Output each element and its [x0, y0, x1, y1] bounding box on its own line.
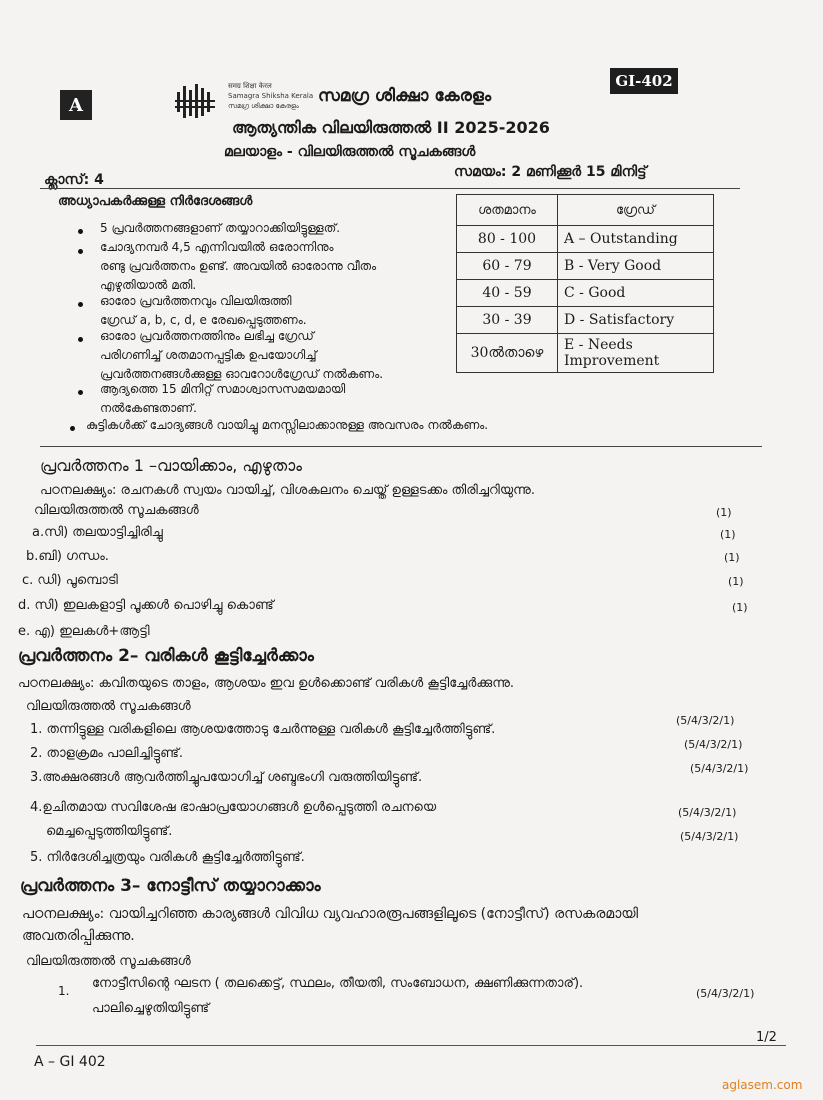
grade-table-header: [457, 195, 714, 226]
mark: (1): [716, 506, 732, 519]
mark: (5/4/3/2/1): [678, 806, 737, 819]
mark: (5/4/3/2/1): [684, 738, 743, 751]
percent-cell: 30ൽതാഴെ: [457, 334, 558, 373]
activity2-objective: പഠനലക്ഷ്യം: കവിതയുടെ താളം, ആശയം ഇവ ഉൾക്കൊണ്ട് വരികൾ കൂട്ടിച്ചേർക്കുന്നു.: [18, 676, 515, 691]
grade-table: [456, 194, 714, 373]
subject-title: മലയാളം - വിലയിരുത്തൽ സൂചകങ്ങൾ: [224, 144, 476, 160]
time-allowed: സമയം: 2 മണിക്കൂർ 15 മിനിട്ട്: [454, 164, 647, 180]
activity1-item-e: e. എ) ഇലകൾ+ആട്ടി: [18, 624, 150, 639]
activity1-indicators-label: വിലയിരുത്തൽ സൂചകങ്ങൾ: [34, 503, 199, 518]
mark: (1): [724, 551, 740, 564]
mark: (1): [728, 575, 744, 588]
activity1-title: പ്രവർത്തനം 1 –വായിക്കാം, എഴുതാം: [40, 456, 302, 475]
activity2-title: പ്രവർത്തനം 2– വരികൾ കൂട്ടിച്ചേർക്കാം: [18, 646, 314, 666]
mark: (5/4/3/2/1): [690, 762, 749, 775]
percent-cell: 80 - 100: [457, 226, 558, 253]
org-name-hindi: समग्र शिक्षा केरल: [228, 82, 272, 90]
instruction-5-line2: നൽകേണ്ടതാണ്.: [100, 401, 197, 415]
activity3-title: പ്രവർത്തനം 3– നോട്ടീസ് തയ്യാറാക്കാം: [20, 876, 321, 896]
instruction-3-line1: ഓരോ പ്രവർത്തനവും വിലയിരുത്തി: [100, 294, 292, 308]
bullet: [78, 229, 83, 234]
activity3-objective-line2: അവതരിപ്പിക്കുന്നു.: [22, 928, 135, 944]
paper-code-badge: GI-402: [610, 68, 678, 94]
grade-cell: C - Good: [558, 280, 714, 307]
activity2-item-1: 1. തന്നിട്ടുള്ള വരികളിലെ ആശയത്തോടു ചേർന്നുള്ള വരികൾ കൂട്ടിച്ചേർത്തിട്ടുണ്ട്.: [30, 722, 496, 737]
grade-cell: D - Satisfactory: [558, 307, 714, 334]
org-title: സമഗ്ര ശിക്ഷാ കേരളം: [318, 86, 492, 106]
footer-divider: [36, 1045, 786, 1046]
grade-cell: A – Outstanding: [558, 226, 714, 253]
org-name-malayalam-small: സമഗ്ര ശിക്ഷാ കേരളം: [228, 102, 299, 110]
samagra-shiksha-logo-icon: [175, 82, 219, 122]
activity3-item-number: 1.: [58, 984, 70, 998]
instructions-heading: അധ്യാപകർക്കുള്ള നിർദേശങ്ങൾ: [58, 194, 253, 209]
page-number: 1/2: [756, 1030, 777, 1045]
divider: [40, 188, 740, 189]
percent-cell: 30 - 39: [457, 307, 558, 334]
activity3-item1-line1: നോട്ടീസിന്റെ ഘടന ( തലക്കെട്ട്, സ്ഥലം, തീയതി, സംബോധന, ക്ഷണിക്കുന്നതാര്).: [92, 976, 584, 991]
activity1-item-b: b.ബി) ഗന്ധം.: [26, 549, 109, 564]
instruction-4-line1: ഓരോ പ്രവർത്തനത്തിനും ലഭിച്ച ഗ്രേഡ്: [100, 329, 314, 343]
instruction-4-line3: പ്രവർത്തനങ്ങൾക്കുള്ള ഓവറോൾഗ്രേഡ് നൽകണം.: [100, 367, 384, 381]
percent-cell: 60 - 79: [457, 253, 558, 280]
table-row: [457, 307, 714, 334]
instruction-2-line2: രണ്ടു പ്രവർത്തനം ഉണ്ട്. അവയിൽ ഓരോന്നു വീതം: [100, 259, 377, 273]
grade-cell: B - Very Good: [558, 253, 714, 280]
table-row: [457, 334, 714, 373]
mark: (5/4/3/2/1): [676, 714, 735, 727]
watermark: aglasem.com: [722, 1078, 803, 1092]
activity1-objective: പഠനലക്ഷ്യം: രചനകൾ സ്വയം വായിച്ച്, വിശകലനം ചെയ്ത് ഉള്ളടക്കം തിരിച്ചറിയുന്നു.: [40, 483, 535, 498]
activity2-item-4: 4.ഉചിതമായ സവിശേഷ ഭാഷാപ്രയോഗങ്ങൾ ഉൾപ്പെടുത്തി രചനയെ: [30, 800, 437, 815]
instruction-2-line1: ചോദ്യനമ്പർ 4,5 എന്നിവയിൽ ഒരോന്നിനും: [100, 240, 334, 254]
activity3-item1-line2: പാലിച്ചെഴുതിയിട്ടുണ്ട്: [92, 1001, 210, 1016]
instruction-5-line1: ആദ്യത്തെ 15 മിനിറ്റ് സമാശ്വാസസമയമായി: [100, 382, 346, 396]
mark: (1): [732, 601, 748, 614]
percent-cell: 40 - 59: [457, 280, 558, 307]
instruction-6: കുട്ടികൾക്ക് ചോദ്യങ്ങൾ വായിച്ചു മനസ്സിലാക്കാനുള്ള അവസരം നൽകണം.: [86, 418, 489, 432]
activity2-item-4-cont: മെച്ചപ്പെടുത്തിയിട്ടുണ്ട്.: [46, 824, 173, 839]
instruction-3-line2: ഗ്രേഡ് a, b, c, d, e രേഖപ്പെടുത്തണം.: [100, 313, 307, 327]
mark: (5/4/3/2/1): [680, 830, 739, 843]
class-label: ക്ലാസ്: 4: [44, 172, 104, 188]
instruction-1: 5 പ്രവർത്തനങ്ങളാണ് തയ്യാറാക്കിയിട്ടുള്ളത്.: [100, 221, 341, 235]
bullet: [78, 249, 83, 254]
activity1-item-d: d. സി) ഇലകളാട്ടി പൂക്കൾ പൊഴിച്ചു കൊണ്ട്: [18, 598, 274, 613]
activity2-indicators-label: വിലയിരുത്തൽ സൂചകങ്ങൾ: [26, 699, 191, 714]
activity3-indicators-label: വിലയിരുത്തൽ സൂചകങ്ങൾ: [26, 954, 191, 969]
activity1-item-c: c. ഡി) പൂമ്പൊടി: [22, 573, 118, 588]
activity3-objective-line1: പഠനലക്ഷ്യം: വായിച്ചറിഞ്ഞ കാര്യങ്ങൾ വിവിധ വ്യവഹാരരൂപങ്ങളിലൂടെ (നോട്ടീസ്) രസകരമായി: [22, 906, 639, 922]
col-percent: ശതമാനം: [457, 195, 558, 226]
activity2-item-3: 3.അക്ഷരങ്ങൾ ആവർത്തിച്ചുപയോഗിച്ച് ശബ്ദഭംഗി വരുത്തിയിട്ടുണ്ട്.: [30, 770, 423, 785]
col-grade: ഗ്രേഡ്: [558, 195, 714, 226]
exam-title: ആത്യന്തിക വിലയിരുത്തൽ II 2025-2026: [232, 118, 550, 137]
activity2-item-2: 2. താളക്രമം പാലിച്ചിട്ടുണ്ട്.: [30, 746, 184, 761]
set-letter-badge: A: [60, 90, 92, 120]
instruction-4-line2: പരിഗണിച്ച് ശതമാനപ്പട്ടിക ഉപയോഗിച്ച്: [100, 348, 317, 362]
table-row: [457, 280, 714, 307]
bullet: [78, 390, 83, 395]
mark: (1): [720, 528, 736, 541]
footer-code: A – GI 402: [34, 1054, 106, 1070]
table-row: [457, 253, 714, 280]
activity1-item-a: a.സി) തലയാട്ടിച്ചിരിച്ചു: [32, 525, 163, 540]
bullet: [70, 426, 75, 431]
mark: (5/4/3/2/1): [696, 987, 755, 1000]
bullet: [78, 337, 83, 342]
table-row: [457, 226, 714, 253]
activity2-item-5: 5. നിർദേശിച്ചത്രയും വരികൾ കൂട്ടിച്ചേർത്തിട്ടുണ്ട്.: [30, 850, 305, 865]
bullet: [78, 302, 83, 307]
org-name-english: Samagra Shiksha Kerala: [228, 92, 314, 100]
instruction-2-line3: എഴുതിയാൽ മതി.: [100, 278, 197, 292]
grade-cell: E - Needs Improvement: [558, 334, 714, 373]
divider: [40, 446, 762, 447]
